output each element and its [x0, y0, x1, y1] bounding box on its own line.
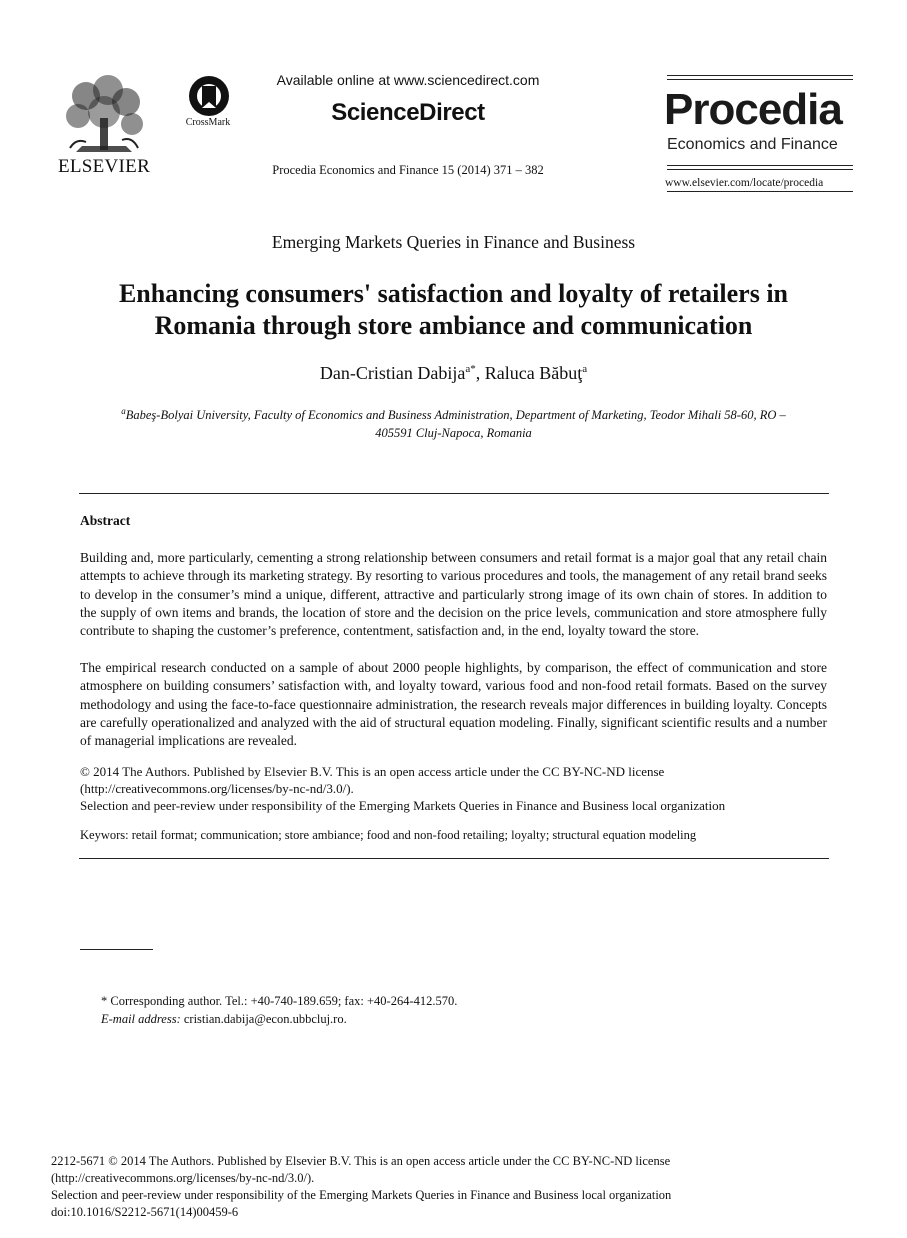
affiliation-text: Babeş-Bolyai University, Faculty of Economics and Business Administration, Department of Marketing, Teodor Mihali 58-60, RO – [125, 408, 786, 423]
author-affiliation-mark: a* [465, 363, 476, 375]
email-address[interactable]: cristian.dabija@econ.ubbcluj.ro. [180, 1012, 347, 1026]
journal-url-link[interactable]: www.elsevier.com/locate/procedia [665, 177, 824, 189]
procedia-rule-mid [667, 165, 853, 166]
crossmark-label: CrossMark [185, 117, 231, 128]
corresponding-author-note: * Corresponding author. Tel.: +40-740-189.659; fax: +40-264-412.570. [101, 994, 458, 1008]
journal-reference: Procedia Economics and Finance 15 (2014) 371 – 382 [272, 163, 544, 177]
license-link[interactable]: (http://creativecommons.org/licenses/by-nc-nd/3.0/). [80, 781, 354, 796]
abstract-paragraph-2: The empirical research conducted on a sample of about 2000 people highlights, by comparison, the effect of communication and store atmosphere on building consumers’ satisfaction with, and loyalty toward, various food and non-food retail formats. Based on the survey methodology and using the face-to-face questionnaire administration, the research reveals major differences in building loyalty. Concepts are carefully operationalized and analyzed with the aid of structural equation modeling. Finally, significant scientific results and a number of managerial implications are revealed. [80, 660, 827, 749]
abstract-paragraph-1: Building and, more particularly, cementing a strong relationship between consumers and retail format is a major goal that any retail chain attempts to achieve through its marketing strategy. By resorting to various procedures and tools, the management of any retail brand seeks to develop in the consumer’s mind a unique, different, attractive and particularly strong image of its own chain of stores. In addition to the supply of own items and brands, the location of store and the decision on the price levels, communication and store atmosphere fully contribute to shaping the customer’s preference, contentment, satisfaction and, in the end, loyalty toward the store. [80, 550, 827, 639]
procedia-journal-subtitle: Economics and Finance [667, 136, 838, 153]
procedia-rule-top-2 [667, 79, 853, 80]
available-online-text: Available online at www.sciencedirect.com [276, 72, 540, 88]
author-list [0, 363, 907, 384]
paper-title [60, 278, 847, 342]
footer-issn-line: 2212-5671 © 2014 The Authors. Published by Elsevier B.V. This is an open access article under the CC BY-NC-ND license [51, 1154, 671, 1168]
conference-name: Emerging Markets Queries in Finance and Business [271, 232, 636, 252]
email-label: E-mail address: [101, 1012, 181, 1026]
procedia-journal-brand: Procedia [664, 85, 842, 134]
procedia-rule-top [667, 75, 853, 76]
footer-license-link[interactable]: (http://creativecommons.org/licenses/by-nc-nd/3.0/). [51, 1171, 315, 1185]
copyright-line: © 2014 The Authors. Published by Elsevier B.V. This is an open access article under the CC BY-NC-ND license [80, 764, 665, 779]
author-name: Raluca Băbuţ [484, 363, 583, 383]
author-affiliation-mark: a [582, 363, 588, 375]
keywords: Keywors: retail format; communication; store ambiance; food and non-food retailing; loyalty; structural equation modeling [80, 828, 697, 842]
affiliation-mark: a [121, 406, 126, 416]
author-separator: , [475, 363, 485, 383]
paper-title-line-1: Enhancing consumers' satisfaction and loyalty of retailers in [118, 279, 789, 308]
author-name: Dan-Cristian Dabija [319, 363, 466, 383]
procedia-rule-bottom [667, 191, 853, 192]
peer-review-statement: Selection and peer-review under responsibility of the Emerging Markets Queries in Finance and Business local organization [80, 798, 726, 813]
affiliation-line-2: 405591 Cluj-Napoca, Romania [375, 426, 532, 441]
abstract-heading: Abstract [80, 513, 131, 528]
footnote-rule [80, 949, 153, 950]
affiliation [90, 402, 817, 442]
footer-peer-review: Selection and peer-review under responsibility of the Emerging Markets Queries in Finance and Business local organization [51, 1188, 672, 1202]
procedia-rule-mid-2 [667, 169, 853, 170]
email-note [101, 1010, 347, 1028]
footer-doi[interactable]: doi:10.1016/S2212-5671(14)00459-6 [51, 1205, 239, 1219]
paper-title-line-2: Romania through store ambiance and communication [154, 311, 753, 340]
affiliation-line-1 [90, 402, 817, 424]
divider-top [79, 493, 829, 494]
elsevier-wordmark: ELSEVIER [57, 156, 151, 177]
sciencedirect-logo: ScienceDirect [331, 99, 485, 126]
divider-bottom [79, 858, 829, 859]
